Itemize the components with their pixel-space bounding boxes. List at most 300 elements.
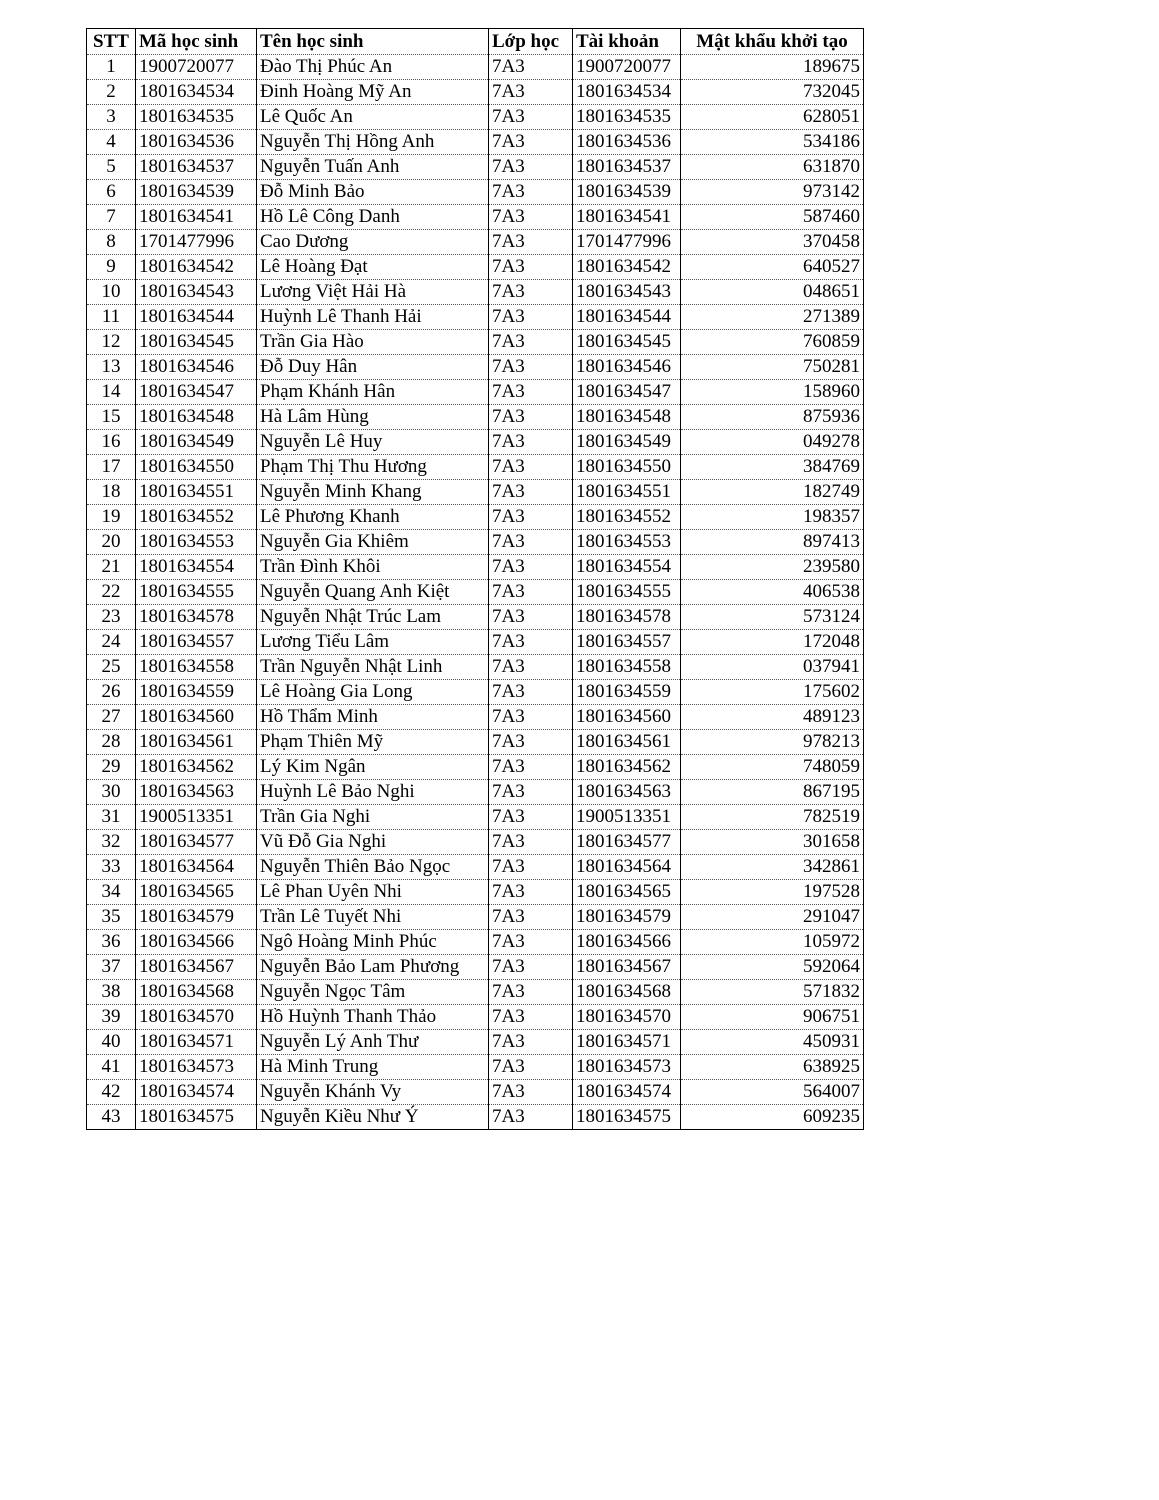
- cell-student-code: 1801634552: [136, 505, 257, 530]
- cell-initial-password: 198357: [681, 505, 864, 530]
- cell-account: 1801634546: [573, 355, 681, 380]
- cell-initial-password: 370458: [681, 230, 864, 255]
- cell-stt: 20: [87, 530, 136, 555]
- cell-student-name: Nguyễn Kiều Như Ý: [257, 1105, 489, 1130]
- cell-stt: 9: [87, 255, 136, 280]
- table-row: [87, 980, 864, 1005]
- cell-student-code: 1801634543: [136, 280, 257, 305]
- cell-account: 1801634551: [573, 480, 681, 505]
- cell-initial-password: 978213: [681, 730, 864, 755]
- cell-student-code: 1801634541: [136, 205, 257, 230]
- cell-stt: 19: [87, 505, 136, 530]
- cell-student-code: 1801634550: [136, 455, 257, 480]
- cell-stt: 24: [87, 630, 136, 655]
- cell-account: 1801634566: [573, 930, 681, 955]
- table-row: [87, 105, 864, 130]
- cell-account: 1801634553: [573, 530, 681, 555]
- cell-initial-password: 450931: [681, 1030, 864, 1055]
- table-row: [87, 680, 864, 705]
- cell-stt: 4: [87, 130, 136, 155]
- table-row: [87, 380, 864, 405]
- header-row: [87, 29, 864, 55]
- cell-account: 1801634547: [573, 380, 681, 405]
- cell-account: 1801634548: [573, 405, 681, 430]
- cell-student-code: 1801634537: [136, 155, 257, 180]
- cell-account: 1801634558: [573, 655, 681, 680]
- cell-stt: 23: [87, 605, 136, 630]
- cell-account: 1801634543: [573, 280, 681, 305]
- table-row: [87, 830, 864, 855]
- header-stt: STT: [87, 29, 136, 55]
- cell-class: 7A3: [489, 705, 573, 730]
- cell-class: 7A3: [489, 280, 573, 305]
- table-row: [87, 230, 864, 255]
- cell-student-name: Hồ Lê Công Danh: [257, 205, 489, 230]
- cell-student-code: 1801634545: [136, 330, 257, 355]
- table-row: [87, 605, 864, 630]
- cell-student-name: Đỗ Duy Hân: [257, 355, 489, 380]
- student-account-sheet: [86, 28, 863, 1130]
- cell-initial-password: 973142: [681, 180, 864, 205]
- table-row: [87, 80, 864, 105]
- cell-student-name: Nguyễn Minh Khang: [257, 480, 489, 505]
- cell-stt: 35: [87, 905, 136, 930]
- cell-class: 7A3: [489, 655, 573, 680]
- cell-student-code: 1801634566: [136, 930, 257, 955]
- cell-class: 7A3: [489, 830, 573, 855]
- cell-student-code: 1801634573: [136, 1055, 257, 1080]
- cell-student-name: Hồ Thẩm Minh: [257, 705, 489, 730]
- cell-account: 1900720077: [573, 55, 681, 80]
- cell-student-name: Nguyễn Bảo Lam Phương: [257, 955, 489, 980]
- cell-class: 7A3: [489, 505, 573, 530]
- cell-student-name: Nguyễn Quang Anh Kiệt: [257, 580, 489, 605]
- table-row: [87, 130, 864, 155]
- cell-stt: 32: [87, 830, 136, 855]
- cell-initial-password: 638925: [681, 1055, 864, 1080]
- cell-stt: 15: [87, 405, 136, 430]
- cell-account: 1801634554: [573, 555, 681, 580]
- cell-stt: 30: [87, 780, 136, 805]
- cell-stt: 3: [87, 105, 136, 130]
- cell-class: 7A3: [489, 555, 573, 580]
- cell-account: 1801634573: [573, 1055, 681, 1080]
- cell-stt: 7: [87, 205, 136, 230]
- cell-account: 1801634570: [573, 1005, 681, 1030]
- cell-class: 7A3: [489, 255, 573, 280]
- cell-class: 7A3: [489, 605, 573, 630]
- cell-stt: 11: [87, 305, 136, 330]
- cell-account: 1801634552: [573, 505, 681, 530]
- cell-initial-password: 867195: [681, 780, 864, 805]
- cell-student-name: Nguyễn Lê Huy: [257, 430, 489, 455]
- cell-initial-password: 291047: [681, 905, 864, 930]
- cell-student-code: 1801634536: [136, 130, 257, 155]
- cell-initial-password: 105972: [681, 930, 864, 955]
- table-row: [87, 480, 864, 505]
- cell-account: 1801634578: [573, 605, 681, 630]
- cell-account: 1801634550: [573, 455, 681, 480]
- cell-account: 1900513351: [573, 805, 681, 830]
- cell-class: 7A3: [489, 755, 573, 780]
- cell-class: 7A3: [489, 130, 573, 155]
- cell-initial-password: 406538: [681, 580, 864, 605]
- cell-student-name: Vũ Đỗ Gia Nghi: [257, 830, 489, 855]
- cell-account: 1801634571: [573, 1030, 681, 1055]
- cell-class: 7A3: [489, 55, 573, 80]
- header-student-name: Tên học sinh: [257, 29, 489, 55]
- cell-initial-password: 271389: [681, 305, 864, 330]
- cell-stt: 28: [87, 730, 136, 755]
- cell-class: 7A3: [489, 955, 573, 980]
- cell-account: 1801634545: [573, 330, 681, 355]
- cell-student-name: Nguyễn Lý Anh Thư: [257, 1030, 489, 1055]
- header-student-code: Mã học sinh: [136, 29, 257, 55]
- table-row: [87, 155, 864, 180]
- cell-class: 7A3: [489, 1030, 573, 1055]
- table-row: [87, 1105, 864, 1130]
- cell-initial-password: 732045: [681, 80, 864, 105]
- cell-student-name: Phạm Khánh Hân: [257, 380, 489, 405]
- cell-account: 1801634577: [573, 830, 681, 855]
- cell-account: 1801634567: [573, 955, 681, 980]
- cell-stt: 40: [87, 1030, 136, 1055]
- cell-initial-password: 489123: [681, 705, 864, 730]
- cell-student-code: 1801634578: [136, 605, 257, 630]
- cell-account: 1801634555: [573, 580, 681, 605]
- cell-stt: 39: [87, 1005, 136, 1030]
- cell-student-code: 1801634551: [136, 480, 257, 505]
- cell-student-name: Nguyễn Gia Khiêm: [257, 530, 489, 555]
- cell-student-code: 1801634568: [136, 980, 257, 1005]
- cell-class: 7A3: [489, 355, 573, 380]
- cell-stt: 26: [87, 680, 136, 705]
- cell-stt: 31: [87, 805, 136, 830]
- cell-student-code: 1801634570: [136, 1005, 257, 1030]
- cell-class: 7A3: [489, 1055, 573, 1080]
- cell-class: 7A3: [489, 530, 573, 555]
- cell-student-name: Huỳnh Lê Bảo Nghi: [257, 780, 489, 805]
- cell-student-code: 1801634553: [136, 530, 257, 555]
- cell-student-code: 1801634567: [136, 955, 257, 980]
- cell-student-code: 1801634535: [136, 105, 257, 130]
- cell-student-name: Lê Quốc An: [257, 105, 489, 130]
- table-row: [87, 905, 864, 930]
- cell-initial-password: 564007: [681, 1080, 864, 1105]
- cell-stt: 37: [87, 955, 136, 980]
- cell-student-name: Hà Lâm Hùng: [257, 405, 489, 430]
- table-row: [87, 730, 864, 755]
- cell-student-code: 1801634579: [136, 905, 257, 930]
- cell-student-name: Lê Phương Khanh: [257, 505, 489, 530]
- cell-initial-password: 640527: [681, 255, 864, 280]
- cell-class: 7A3: [489, 780, 573, 805]
- cell-initial-password: 573124: [681, 605, 864, 630]
- cell-stt: 36: [87, 930, 136, 955]
- table-row: [87, 630, 864, 655]
- cell-student-code: 1801634555: [136, 580, 257, 605]
- cell-student-code: 1801634560: [136, 705, 257, 730]
- cell-account: 1801634579: [573, 905, 681, 930]
- cell-account: 1801634539: [573, 180, 681, 205]
- cell-student-code: 1801634557: [136, 630, 257, 655]
- cell-class: 7A3: [489, 580, 573, 605]
- cell-initial-password: 628051: [681, 105, 864, 130]
- cell-class: 7A3: [489, 855, 573, 880]
- cell-student-code: 1801634534: [136, 80, 257, 105]
- cell-student-name: Nguyễn Khánh Vy: [257, 1080, 489, 1105]
- cell-account: 1801634560: [573, 705, 681, 730]
- cell-student-name: Phạm Thiên Mỹ: [257, 730, 489, 755]
- cell-student-code: 1801634574: [136, 1080, 257, 1105]
- cell-initial-password: 750281: [681, 355, 864, 380]
- cell-student-code: 1801634577: [136, 830, 257, 855]
- cell-student-code: 1801634571: [136, 1030, 257, 1055]
- cell-student-code: 1801634554: [136, 555, 257, 580]
- cell-account: 1801634549: [573, 430, 681, 455]
- cell-class: 7A3: [489, 380, 573, 405]
- cell-stt: 12: [87, 330, 136, 355]
- cell-class: 7A3: [489, 805, 573, 830]
- cell-class: 7A3: [489, 155, 573, 180]
- table-row: [87, 255, 864, 280]
- table-row: [87, 930, 864, 955]
- cell-account: 1801634575: [573, 1105, 681, 1130]
- cell-account: 1801634535: [573, 105, 681, 130]
- cell-class: 7A3: [489, 1105, 573, 1130]
- header-initial-password: Mật khẩu khởi tạo: [681, 29, 864, 55]
- cell-initial-password: 175602: [681, 680, 864, 705]
- cell-initial-password: 592064: [681, 955, 864, 980]
- cell-student-name: Nguyễn Thiên Bảo Ngọc: [257, 855, 489, 880]
- cell-stt: 2: [87, 80, 136, 105]
- cell-class: 7A3: [489, 980, 573, 1005]
- cell-student-name: Lương Tiểu Lâm: [257, 630, 489, 655]
- cell-student-name: Hà Minh Trung: [257, 1055, 489, 1080]
- cell-student-code: 1801634561: [136, 730, 257, 755]
- cell-student-name: Phạm Thị Thu Hương: [257, 455, 489, 480]
- cell-stt: 34: [87, 880, 136, 905]
- cell-initial-password: 906751: [681, 1005, 864, 1030]
- cell-class: 7A3: [489, 1080, 573, 1105]
- cell-initial-password: 049278: [681, 430, 864, 455]
- cell-student-code: 1801634559: [136, 680, 257, 705]
- cell-initial-password: 782519: [681, 805, 864, 830]
- cell-student-name: Lương Việt Hải Hà: [257, 280, 489, 305]
- table-row: [87, 455, 864, 480]
- cell-student-name: Đào Thị Phúc An: [257, 55, 489, 80]
- table-row: [87, 180, 864, 205]
- cell-class: 7A3: [489, 630, 573, 655]
- table-row: [87, 805, 864, 830]
- cell-initial-password: 342861: [681, 855, 864, 880]
- cell-initial-password: 748059: [681, 755, 864, 780]
- cell-stt: 27: [87, 705, 136, 730]
- cell-initial-password: 875936: [681, 405, 864, 430]
- cell-stt: 43: [87, 1105, 136, 1130]
- cell-class: 7A3: [489, 180, 573, 205]
- table-row: [87, 405, 864, 430]
- table-row: [87, 705, 864, 730]
- table-row: [87, 330, 864, 355]
- cell-initial-password: 609235: [681, 1105, 864, 1130]
- cell-initial-password: 197528: [681, 880, 864, 905]
- cell-student-name: Trần Nguyễn Nhật Linh: [257, 655, 489, 680]
- cell-initial-password: 037941: [681, 655, 864, 680]
- cell-student-name: Đinh Hoàng Mỹ An: [257, 80, 489, 105]
- cell-account: 1801634563: [573, 780, 681, 805]
- cell-student-code: 1701477996: [136, 230, 257, 255]
- cell-account: 1801634541: [573, 205, 681, 230]
- cell-initial-password: 571832: [681, 980, 864, 1005]
- cell-initial-password: 384769: [681, 455, 864, 480]
- cell-stt: 29: [87, 755, 136, 780]
- table-row: [87, 1080, 864, 1105]
- cell-class: 7A3: [489, 80, 573, 105]
- cell-student-name: Huỳnh Lê Thanh Hải: [257, 305, 489, 330]
- table-row: [87, 555, 864, 580]
- cell-student-code: 1801634542: [136, 255, 257, 280]
- cell-initial-password: 172048: [681, 630, 864, 655]
- table-row: [87, 755, 864, 780]
- cell-stt: 18: [87, 480, 136, 505]
- cell-class: 7A3: [489, 905, 573, 930]
- cell-account: 1801634561: [573, 730, 681, 755]
- cell-stt: 21: [87, 555, 136, 580]
- cell-account: 1701477996: [573, 230, 681, 255]
- cell-initial-password: 239580: [681, 555, 864, 580]
- roster-body: [87, 55, 864, 1130]
- cell-account: 1801634542: [573, 255, 681, 280]
- cell-stt: 5: [87, 155, 136, 180]
- cell-student-code: 1801634575: [136, 1105, 257, 1130]
- cell-account: 1801634574: [573, 1080, 681, 1105]
- header-class: Lớp học: [489, 29, 573, 55]
- student-roster-table: [86, 28, 864, 1130]
- table-row: [87, 530, 864, 555]
- cell-student-name: Lê Hoàng Đạt: [257, 255, 489, 280]
- cell-account: 1801634557: [573, 630, 681, 655]
- table-row: [87, 1030, 864, 1055]
- table-row: [87, 430, 864, 455]
- cell-student-code: 1801634563: [136, 780, 257, 805]
- table-row: [87, 955, 864, 980]
- cell-class: 7A3: [489, 330, 573, 355]
- cell-initial-password: 760859: [681, 330, 864, 355]
- cell-class: 7A3: [489, 480, 573, 505]
- cell-account: 1801634559: [573, 680, 681, 705]
- cell-student-code: 1801634544: [136, 305, 257, 330]
- cell-stt: 22: [87, 580, 136, 605]
- cell-class: 7A3: [489, 930, 573, 955]
- cell-student-name: Trần Gia Nghi: [257, 805, 489, 830]
- cell-account: 1801634562: [573, 755, 681, 780]
- cell-stt: 10: [87, 280, 136, 305]
- cell-student-name: Trần Gia Hào: [257, 330, 489, 355]
- cell-account: 1801634564: [573, 855, 681, 880]
- cell-initial-password: 158960: [681, 380, 864, 405]
- cell-account: 1801634534: [573, 80, 681, 105]
- cell-initial-password: 534186: [681, 130, 864, 155]
- cell-student-code: 1801634565: [136, 880, 257, 905]
- table-row: [87, 580, 864, 605]
- cell-student-name: Nguyễn Thị Hồng Anh: [257, 130, 489, 155]
- cell-class: 7A3: [489, 1005, 573, 1030]
- table-row: [87, 855, 864, 880]
- cell-student-name: Nguyễn Ngọc Tâm: [257, 980, 489, 1005]
- table-row: [87, 505, 864, 530]
- cell-student-code: 1801634549: [136, 430, 257, 455]
- cell-initial-password: 897413: [681, 530, 864, 555]
- cell-class: 7A3: [489, 880, 573, 905]
- cell-student-code: 1801634539: [136, 180, 257, 205]
- cell-stt: 25: [87, 655, 136, 680]
- table-row: [87, 55, 864, 80]
- cell-student-name: Trần Đình Khôi: [257, 555, 489, 580]
- cell-class: 7A3: [489, 405, 573, 430]
- cell-account: 1801634537: [573, 155, 681, 180]
- cell-student-name: Ngô Hoàng Minh Phúc: [257, 930, 489, 955]
- table-row: [87, 1005, 864, 1030]
- cell-class: 7A3: [489, 305, 573, 330]
- cell-initial-password: 048651: [681, 280, 864, 305]
- header-account: Tài khoản: [573, 29, 681, 55]
- cell-stt: 6: [87, 180, 136, 205]
- cell-stt: 16: [87, 430, 136, 455]
- cell-initial-password: 189675: [681, 55, 864, 80]
- cell-student-name: Lê Hoàng Gia Long: [257, 680, 489, 705]
- cell-stt: 42: [87, 1080, 136, 1105]
- cell-student-name: Lê Phan Uyên Nhi: [257, 880, 489, 905]
- cell-stt: 1: [87, 55, 136, 80]
- cell-student-code: 1801634547: [136, 380, 257, 405]
- cell-account: 1801634568: [573, 980, 681, 1005]
- cell-initial-password: 301658: [681, 830, 864, 855]
- cell-class: 7A3: [489, 430, 573, 455]
- cell-class: 7A3: [489, 455, 573, 480]
- table-row: [87, 1055, 864, 1080]
- cell-student-name: Cao Dương: [257, 230, 489, 255]
- cell-student-code: 1801634548: [136, 405, 257, 430]
- cell-student-code: 1900720077: [136, 55, 257, 80]
- cell-class: 7A3: [489, 680, 573, 705]
- table-row: [87, 355, 864, 380]
- cell-class: 7A3: [489, 105, 573, 130]
- cell-student-name: Trần Lê Tuyết Nhi: [257, 905, 489, 930]
- table-row: [87, 305, 864, 330]
- table-row: [87, 280, 864, 305]
- cell-student-code: 1801634558: [136, 655, 257, 680]
- cell-initial-password: 182749: [681, 480, 864, 505]
- cell-stt: 17: [87, 455, 136, 480]
- cell-student-code: 1900513351: [136, 805, 257, 830]
- cell-student-name: Nguyễn Nhật Trúc Lam: [257, 605, 489, 630]
- cell-student-name: Lý Kim Ngân: [257, 755, 489, 780]
- cell-class: 7A3: [489, 205, 573, 230]
- table-row: [87, 655, 864, 680]
- cell-stt: 13: [87, 355, 136, 380]
- cell-account: 1801634536: [573, 130, 681, 155]
- table-row: [87, 880, 864, 905]
- cell-student-code: 1801634562: [136, 755, 257, 780]
- cell-student-name: Nguyễn Tuấn Anh: [257, 155, 489, 180]
- cell-initial-password: 587460: [681, 205, 864, 230]
- cell-student-code: 1801634564: [136, 855, 257, 880]
- cell-stt: 8: [87, 230, 136, 255]
- table-row: [87, 780, 864, 805]
- cell-class: 7A3: [489, 230, 573, 255]
- cell-student-code: 1801634546: [136, 355, 257, 380]
